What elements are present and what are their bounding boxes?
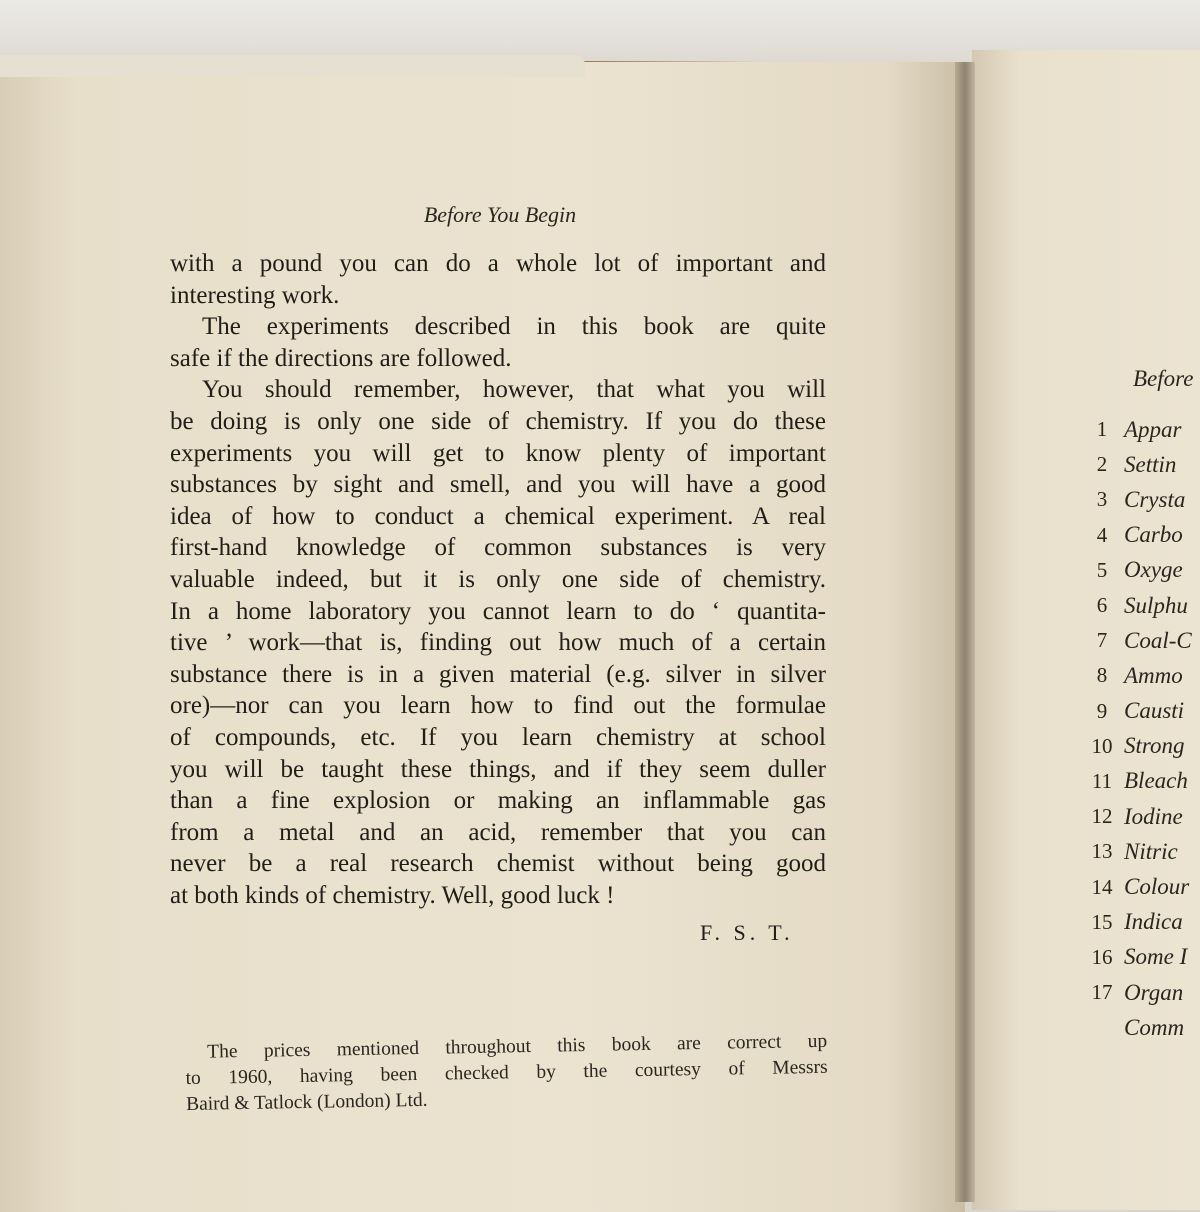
toc-entry <box>1080 447 1200 482</box>
toc-title: Strong <box>1124 733 1185 759</box>
toc-number: 4 <box>1096 522 1108 547</box>
text-line: never be a real research chemist without being good <box>170 850 826 878</box>
toc-entry <box>1080 588 1200 623</box>
toc-entry <box>1080 799 1200 834</box>
text-line: with a pound you can do a whole lot of important and <box>170 250 826 277</box>
toc-title: Oxyge <box>1124 557 1183 583</box>
toc-entry <box>1080 869 1200 904</box>
toc-number: 6 <box>1096 593 1108 618</box>
toc-title: Settin <box>1124 451 1177 477</box>
toc-entry <box>1080 553 1200 588</box>
footnote-line: Baird & Tatlock (London) Ltd. <box>185 1089 428 1115</box>
text-line: first-hand knowledge of common substances is very <box>170 534 826 562</box>
toc-title: Coal-C <box>1124 627 1192 653</box>
toc-number: 12 <box>1091 804 1113 829</box>
text-line: valuable indeed, but it is only one side of chemistry. <box>170 565 826 593</box>
text-line: safe if the directions are followed. <box>170 344 512 372</box>
running-head: Before You Begin <box>423 202 577 227</box>
toc-number: 14 <box>1091 874 1113 899</box>
toc-number: 7 <box>1096 628 1108 653</box>
toc-entry <box>1080 764 1200 799</box>
toc-number: 13 <box>1091 839 1113 864</box>
toc-number: 10 <box>1091 733 1113 758</box>
toc-number: 2 <box>1096 452 1108 477</box>
toc-entry <box>1080 482 1200 517</box>
toc-entry <box>1080 412 1200 447</box>
toc-entry <box>1080 905 1200 940</box>
text-line: at both kinds of chemistry. Well, good luck ! <box>170 881 615 909</box>
text-line: idea of how to conduct a chemical experiment. A real <box>170 502 826 530</box>
text-line: In a home laboratory you cannot learn to do ‘ quantita- <box>170 597 826 625</box>
text-line: from a metal and an acid, remember that you can <box>170 818 826 846</box>
toc-title: Crysta <box>1124 486 1186 512</box>
table-of-contents <box>1080 412 1200 1045</box>
text-line: you will be taught these things, and if they seem duller <box>170 755 826 783</box>
text-line: than a fine explosion or making an inflammable gas <box>170 787 826 815</box>
text-line: interesting work. <box>170 281 340 309</box>
toc-title: Organ <box>1124 979 1184 1005</box>
text-line: tive ’ work—that is, finding out how much of a certain <box>170 629 826 657</box>
toc-number: 17 <box>1091 980 1113 1005</box>
toc-title: Carbo <box>1124 522 1183 548</box>
body-text <box>170 248 826 911</box>
toc-title: Indica <box>1124 909 1183 935</box>
page-tab-edge <box>0 55 585 77</box>
toc-entry <box>1080 658 1200 693</box>
toc-number: 16 <box>1091 944 1113 969</box>
toc-title: Ammo <box>1124 662 1183 688</box>
text-line: be doing is only one side of chemistry. If you do these <box>170 407 826 435</box>
toc-title: Appar <box>1124 416 1182 442</box>
toc-entry <box>1080 623 1200 658</box>
toc-title: Iodine <box>1124 803 1183 829</box>
book-gutter <box>955 62 975 1202</box>
text-line: of compounds, etc. If you learn chemistry at school <box>170 723 826 751</box>
toc-entry <box>1080 834 1200 869</box>
text-line: experiments you will get to know plenty of important <box>170 439 826 467</box>
toc-number: 3 <box>1096 487 1108 512</box>
toc-entry <box>1080 729 1200 764</box>
toc-entry <box>1080 694 1200 729</box>
toc-title: Comm <box>1124 1014 1185 1040</box>
footnote-line: The prices mentioned throughout this book are correct up <box>207 1030 828 1063</box>
signature: F. S. T. <box>700 920 794 945</box>
text-line: ore)—nor can you learn how to find out the formulae <box>170 692 826 720</box>
toc-number: 1 <box>1096 417 1108 442</box>
footnote-line: to 1960, having been checked by the courtesy of Messrs <box>185 1056 828 1089</box>
text-line: substance there is in a given material (e.g. silver in silver <box>170 660 826 688</box>
toc-title: Causti <box>1124 698 1185 724</box>
text-line: substances by sight and smell, and you will have a good <box>170 471 826 499</box>
toc-title: Colour <box>1124 874 1190 900</box>
toc-title: Some I <box>1124 944 1188 970</box>
toc-number: 8 <box>1096 663 1108 688</box>
toc-entry <box>1080 518 1200 553</box>
toc-heading: Before <box>1133 366 1194 391</box>
toc-number: 9 <box>1096 698 1108 723</box>
text-line: You should remember, however, that what you will <box>202 376 826 404</box>
toc-title: Bleach <box>1124 768 1188 794</box>
toc-entry <box>1080 940 1200 975</box>
toc-title: Nitric <box>1124 838 1178 864</box>
toc-number: 11 <box>1091 768 1113 793</box>
toc-title: Sulphu <box>1124 592 1188 618</box>
toc-number: 15 <box>1091 909 1113 934</box>
toc-entry <box>1080 1010 1200 1045</box>
footnote <box>185 1029 828 1118</box>
toc-number: 5 <box>1096 557 1108 582</box>
text-line: The experiments described in this book are quite <box>202 313 826 341</box>
toc-entry <box>1080 975 1200 1010</box>
